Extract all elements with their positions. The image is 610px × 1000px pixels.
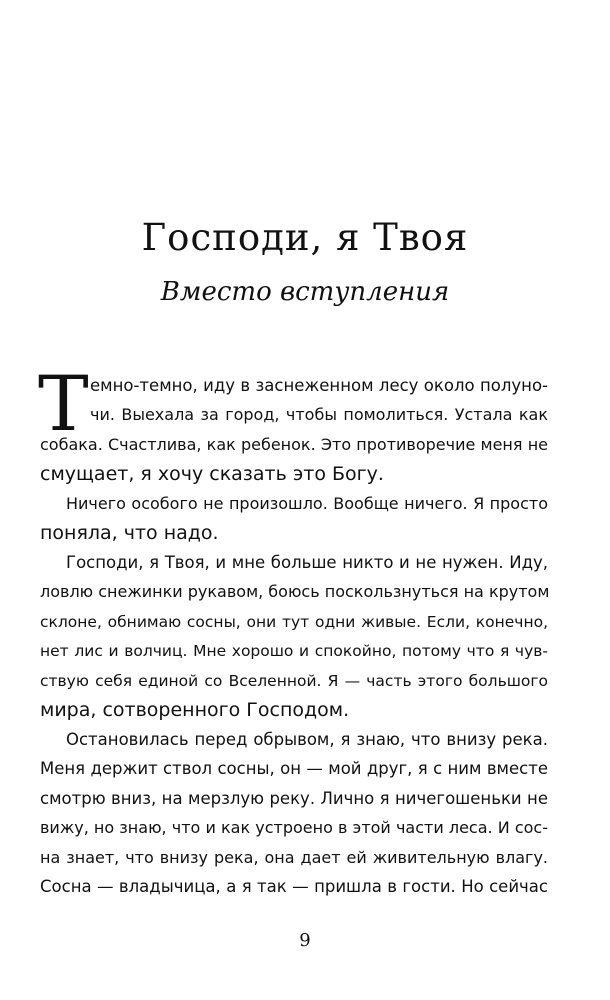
text-line: смотрю вниз, на мерзлую реку. Лично я ничегошеньки не — [40, 789, 548, 808]
text-line: нет лис и волчиц. Мне хорошо и спокойно, потому что я чув- — [40, 642, 548, 660]
text-line: Ничего особого не произошло. Вообще ничего. Я просто — [66, 494, 548, 513]
text-line: Сосна — владычица, а я так — пришла в гости. Но сейчас — [40, 877, 548, 896]
text-line: мира, сотворенного Господом. — [40, 699, 350, 721]
text-line: вижу, но знаю, что и как устроено в этой части леса. И сос- — [40, 818, 548, 837]
text-line: смущает, я хочу сказать это Богу. — [40, 463, 384, 485]
text-line: на знает, что внизу река, она дает ей живительную влагу. — [40, 848, 548, 867]
chapter-subtitle: Вместо вступления — [160, 277, 450, 307]
page-number: 9 — [299, 930, 311, 951]
chapter-title: Господи, я Твоя — [141, 216, 469, 259]
text-line: склоне, обнимаю сосны, они тут одни живые. Если, конечно, — [40, 613, 548, 631]
text-line: Остановилась перед обрывом, я знаю, что внизу река. — [66, 730, 548, 749]
drop-cap: Т — [38, 359, 89, 448]
text-line: собака. Счастлива, как ребенок. Это противоречие меня не — [40, 435, 548, 454]
text-line: чи. Выехала за город, чтобы помолиться. Устала как — [90, 405, 548, 424]
text-line: Господи, я Твоя, и мне больше никто и не нужен. Иду, — [66, 553, 548, 572]
text-line: поняла, что надо. — [40, 522, 219, 544]
text-line: Меня держит ствол сосны, он — мой друг, я с ним вместе — [40, 759, 548, 778]
text-line: ловлю снежинки рукавом, боюсь поскользнуться на крутом — [40, 582, 550, 601]
text-line: емно-темно, иду в заснеженном лесу около полуно- — [90, 376, 548, 395]
text-line: ствую себя единой со Вселенной. Я — часть этого большого — [40, 672, 548, 690]
